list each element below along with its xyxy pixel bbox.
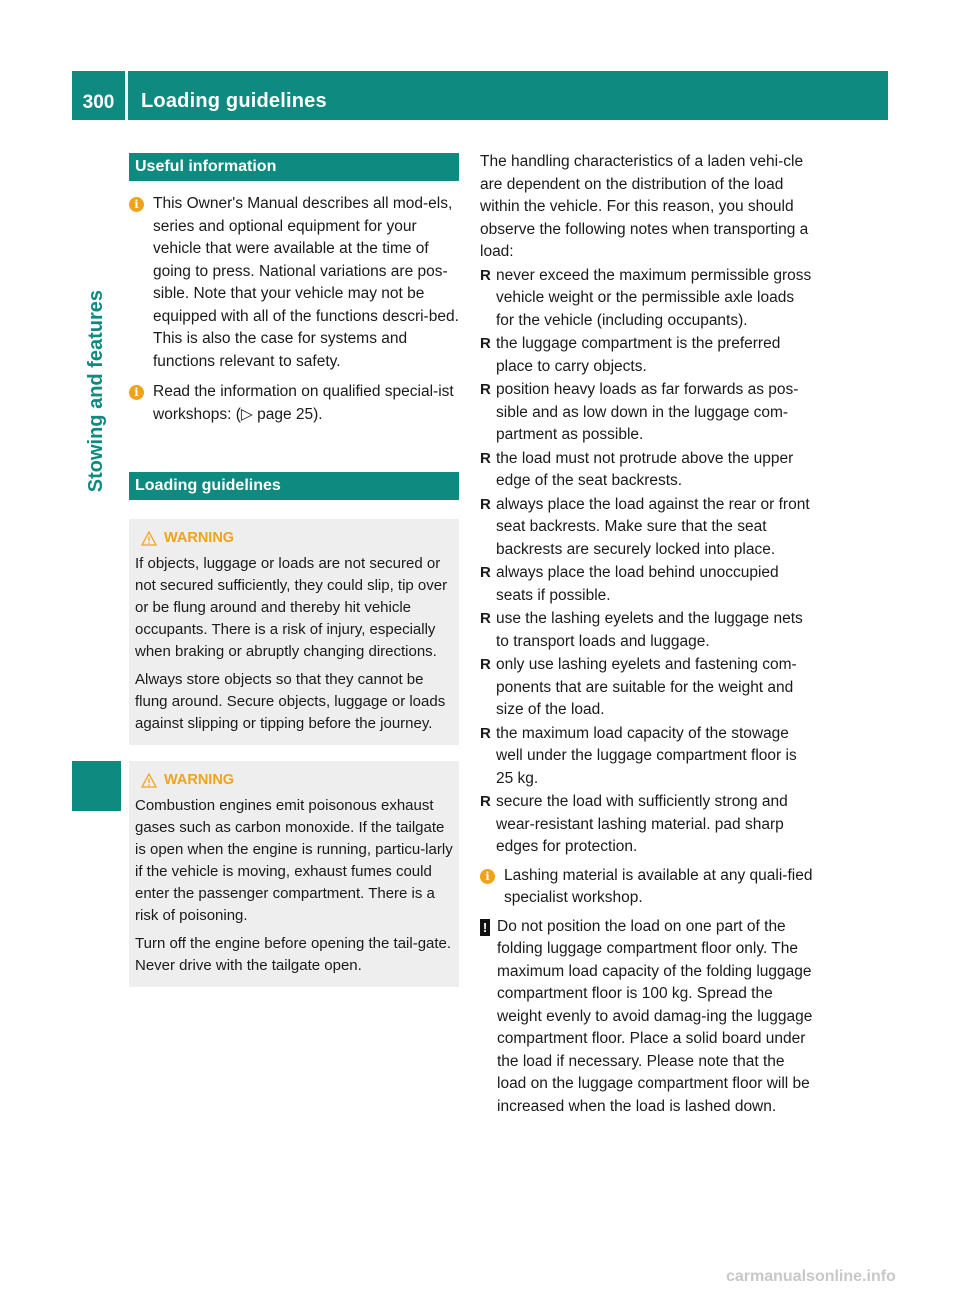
- section-heading-loading-guidelines: Loading guidelines: [129, 472, 459, 500]
- warning-text: Turn off the engine before opening the tail-gate. Never drive with the tailgate open.: [135, 935, 452, 974]
- warning-title: WARNING: [164, 530, 235, 546]
- bullet-r-icon: R: [480, 495, 491, 513]
- warning-text: If objects, luggage or loads are not secured or not secured sufficiently, they could slip, tip over or be flung around and thereby hit vehicle occupants. There is a risk of injury, especially when braking or abruptly changing directions.: [135, 555, 448, 660]
- list-item-text: only use lashing eyelets and fastening com-ponents that are suitable for the weight and size of the load.: [496, 656, 797, 718]
- header-divider: [125, 71, 128, 120]
- left-column: [129, 153, 459, 987]
- right-column: [480, 153, 813, 1118]
- side-tab-marker: [72, 761, 121, 811]
- side-tab-label: Stowing and features: [85, 290, 107, 493]
- list-item: [480, 265, 813, 333]
- list-item: [480, 333, 813, 378]
- warning-text: Combustion engines emit poisonous exhaust gases such as carbon monoxide. If the tailgate is open when the engine is running, particu-larly if the vehicle is moving, exhaust fumes could enter the passenger compartment. There is a risk of poisoning.: [135, 797, 453, 924]
- list-item: [480, 379, 813, 447]
- bullet-r-icon: R: [480, 793, 491, 810]
- warning-box: [129, 761, 459, 987]
- list-item-text: secure the load with sufficiently strong and wear-resistant lashing material. pad sharp edges for protection.: [496, 793, 788, 855]
- info-note-text: Read the information on qualified special-ist workshops: (▷ page 25).: [153, 383, 454, 423]
- list-item-text: the luggage compartment is the preferred place to carry objects.: [496, 335, 781, 375]
- exclamation-icon: !: [480, 919, 490, 936]
- intro-paragraph: The handling characteristics of a laden vehi-cle are dependent on the distribution of the load within the vehicle. For this reason, you should observe the following notes when transporting a load:: [480, 153, 809, 260]
- info-note-text: This Owner's Manual describes all mod-els, series and optional equipment for your vehicle that were available at the time of going to press. National variations are pos-sible. Note that your vehicle may not be equipped with all of the functions descri-bed. This is also the case for systems and functions relevant to safety.: [153, 195, 459, 370]
- list-item-text: never exceed the maximum permissible gross vehicle weight or the permissible axle loads for the vehicle (including occupants).: [496, 266, 812, 329]
- list-item-text: position heavy loads as far forwards as pos-sible and as low down in the luggage com-partment as possible.: [496, 381, 799, 443]
- bullet-r-icon: R: [480, 564, 491, 581]
- list-item: [480, 723, 813, 791]
- info-icon: i: [129, 385, 144, 400]
- info-icon: i: [129, 197, 144, 212]
- list-item: [480, 562, 813, 607]
- info-note-text: Lashing material is available at any quali-fied specialist workshop.: [504, 866, 813, 906]
- bullet-r-icon: R: [480, 449, 491, 467]
- warning-text: Always store objects so that they cannot be flung around. Secure objects, luggage or loads against slipping or tipping before the journey.: [135, 671, 446, 732]
- info-note: [129, 381, 459, 426]
- list-item: [480, 448, 813, 493]
- caution-note: [480, 916, 813, 1119]
- list-item-text: always place the load against the rear or front seat backrests. Make sure that the seat backrests are securely locked into place.: [496, 495, 810, 558]
- bullet-r-icon: R: [480, 381, 491, 398]
- list-item: [480, 654, 813, 722]
- page-title: Loading guidelines: [141, 90, 327, 112]
- warning-header: [141, 769, 453, 791]
- watermark: carmanualsonline.info: [726, 1268, 896, 1285]
- list-item-text: always place the load behind unoccupied seats if possible.: [496, 564, 779, 604]
- bullet-r-icon: R: [480, 724, 491, 742]
- warning-triangle-icon: [141, 773, 157, 788]
- warning-header: [141, 527, 453, 549]
- list-item-text: the maximum load capacity of the stowage well under the luggage compartment floor is 25 kg.: [496, 724, 797, 787]
- bullet-r-icon: R: [480, 266, 491, 284]
- info-note: [129, 193, 459, 373]
- info-note: [480, 865, 813, 910]
- info-icon: i: [480, 869, 495, 884]
- caution-note-text: Do not position the load on one part of the folding luggage compartment floor only. The maximum load capacity of the folding luggage compartment floor is 100 kg. Spread the weight evenly to avoid damag-ing the luggage compartment floor. Place a solid board under the load if necessary. Please note that the load on the luggage compartment floor will be increased when the load is lashed down.: [497, 917, 813, 1115]
- section-heading-useful-information: Useful information: [129, 153, 459, 181]
- bullet-r-icon: R: [480, 335, 491, 352]
- page-number: 300: [82, 92, 115, 113]
- warning-triangle-icon: [141, 531, 157, 546]
- list-item-text: the load must not protrude above the upper edge of the seat backrests.: [496, 449, 794, 489]
- warning-title: WARNING: [164, 772, 235, 788]
- list-item: [480, 608, 813, 653]
- bullet-r-icon: R: [480, 656, 491, 673]
- warning-box: [129, 519, 459, 745]
- bullet-r-icon: R: [480, 610, 491, 627]
- list-item: [480, 791, 813, 859]
- list-item: [480, 494, 813, 562]
- list-item-text: use the lashing eyelets and the luggage nets to transport loads and luggage.: [496, 610, 803, 650]
